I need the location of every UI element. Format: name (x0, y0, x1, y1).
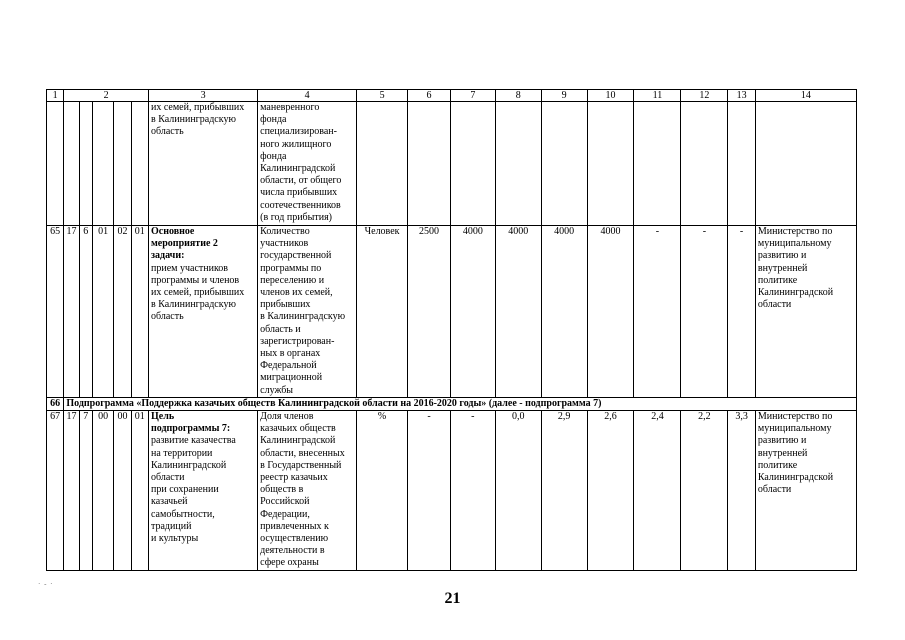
row-number: 67 (47, 411, 64, 571)
cell-value: 2,9 (541, 411, 587, 571)
cell-value: 4000 (495, 226, 541, 398)
header-cell: 9 (541, 90, 587, 102)
scan-artifact: · - · (38, 580, 54, 588)
cell-indicator: Количество участников государственной программы по переселению и членов их семей, прибывших в Калининградскую область и зарегистрирован- ных в органах Федеральной миграционной службы (258, 226, 357, 398)
code-cell: 17 (64, 226, 79, 398)
header-cell: 13 (728, 90, 756, 102)
row-number: 66 (47, 398, 64, 411)
cell-value: 2500 (408, 226, 451, 398)
header-cell: 3 (149, 90, 258, 102)
table-row-65 (47, 226, 857, 398)
cell-value: - (450, 411, 495, 571)
table-row-67 (47, 411, 857, 571)
cell-value: - (681, 226, 728, 398)
header-cell: 8 (495, 90, 541, 102)
header-cell: 4 (258, 90, 357, 102)
cell-value: 2,4 (634, 411, 681, 571)
cell-value: 0,0 (495, 411, 541, 571)
code-cell: 7 (79, 411, 92, 571)
cell-unit: % (357, 411, 408, 571)
code-cell: 00 (114, 411, 131, 571)
cell-value: - (728, 226, 756, 398)
code-cell: 01 (92, 226, 113, 398)
code-cell: 01 (131, 411, 148, 571)
header-cell: 5 (357, 90, 408, 102)
cell-value: 4000 (450, 226, 495, 398)
cell-value: 2,2 (681, 411, 728, 571)
code-cell: 6 (79, 226, 92, 398)
cell-indicator: маневренного фонда специализирован- ного жилищного фонда Калининградской области, от общего числа прибывших соотечественников (в год прибытия) (258, 102, 357, 226)
cell-description (149, 226, 258, 398)
cell-responsible: Министерство по муниципальному развитию и внутренней политике Калининградской области (755, 411, 856, 571)
description-text: развитие казачества на территории Калининградской области при сохранении казачьей самобытности, традиций и культуры (151, 435, 236, 545)
header-cell: 14 (755, 90, 856, 102)
code-cell: 00 (92, 411, 113, 571)
header-cell: 7 (450, 90, 495, 102)
header-cell: 12 (681, 90, 728, 102)
cell-unit: Человек (357, 226, 408, 398)
header-cell: 1 (47, 90, 64, 102)
header-cell: 11 (634, 90, 681, 102)
cell-value: - (634, 226, 681, 398)
table-row-66-subprogram (47, 398, 857, 411)
description-title: Цель подпрограммы 7: (151, 411, 231, 435)
header-cell: 10 (587, 90, 634, 102)
cell-value: 2,6 (587, 411, 634, 571)
page-number: 21 (444, 590, 461, 607)
cell-value: 4000 (587, 226, 634, 398)
cell-value: 3,3 (728, 411, 756, 571)
row-number: 65 (47, 226, 64, 398)
data-table (46, 89, 857, 571)
header-row (47, 90, 857, 102)
cell-responsible: Министерство по муниципальному развитию и внутренней политике Калининградской области (755, 226, 856, 398)
cell-value: 4000 (541, 226, 587, 398)
code-cell: 17 (64, 411, 79, 571)
code-cell: 01 (131, 226, 148, 398)
header-cell: 2 (64, 90, 149, 102)
code-cell: 02 (114, 226, 131, 398)
subprogram-title: Подпрограмма «Поддержка казачьих обществ Калининградской области на 2016-2020 годы» (далее - подпрограмма 7) (64, 398, 857, 411)
cell-value: - (408, 411, 451, 571)
description-title: Основное мероприятие 2 задачи: (151, 226, 218, 262)
header-cell: 6 (408, 90, 451, 102)
table-row-continuation (47, 102, 857, 226)
cell-description (149, 411, 258, 571)
description-text: прием участников программы и членов их семей, прибывших в Калининградскую область (151, 262, 245, 323)
cell-description: их семей, прибывших в Калининградскую область (149, 102, 258, 226)
cell-indicator: Доля членов казачьих обществ Калининградской области, внесенных в Государственный реестр казачьих обществ в Российской Федерации, привлеченных к осуществлению деятельности в сфере охраны (258, 411, 357, 571)
